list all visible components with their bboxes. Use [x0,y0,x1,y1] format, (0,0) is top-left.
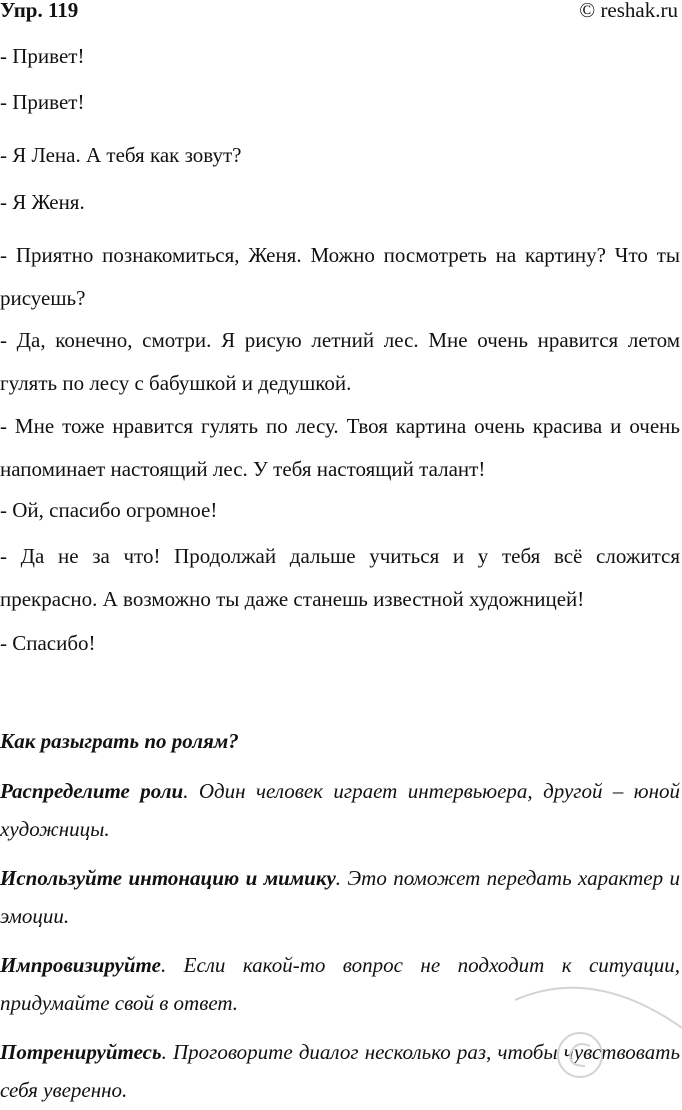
tip-item [0,772,680,848]
tip-heading: Импровизируйте [0,953,161,977]
tip-body: . Проговорите диалог несколько раз, чтобы чувствовать себя уверенно. [0,1040,680,1102]
dialog-line: - Я Женя. [0,190,85,214]
exercise-number: Упр. 119 [0,0,79,22]
dialog-line: - Ой, спасибо огромное! [0,498,218,522]
dialog-line: - Я Лена. А тебя как зовут? [0,143,242,167]
tip-heading: Потренируйтесь [0,1040,162,1064]
dialog-line: - Спасибо! [0,631,96,655]
dialog-line: - Привет! [0,44,85,68]
dialog-line: - Приятно познакомиться, Женя. Можно посмотреть на картину? Что ты рисуешь? [0,243,680,310]
tip-body: . Один человек играет интервьюера, другой – юной художницы. [0,779,681,841]
tip-item [0,946,680,1022]
dialog-line: - Да не за что! Продолжай дальше учиться и у тебя всё сложится прекрасно. А возможно ты даже станешь известной художницей! [0,544,680,611]
page-header [0,0,682,26]
copyright-text: © reshak.ru [579,0,678,22]
dialog-line: - Привет! [0,90,85,114]
tip-item [0,1033,680,1109]
dialog-line: - Да, конечно, смотри. Я рисую летний лес. Мне очень нравится летом гулять по лесу с бабушкой и дедушкой. [0,328,680,395]
tip-body: . Это поможет передать характер и эмоции. [0,866,680,928]
section-title: Как разыграть по ролям? [0,729,239,753]
tip-heading: Распределите роли [0,779,184,803]
tip-item [0,859,680,935]
tip-body: . Если какой-то вопрос не подходит к ситуации, придумайте свой в ответ. [0,953,680,1015]
tip-heading: Используйте интонацию и мимику [0,866,336,890]
dialog-line: - Мне тоже нравится гулять по лесу. Твоя картина очень красива и очень напоминает настоящий лес. У тебя настоящий талант! [0,414,680,481]
